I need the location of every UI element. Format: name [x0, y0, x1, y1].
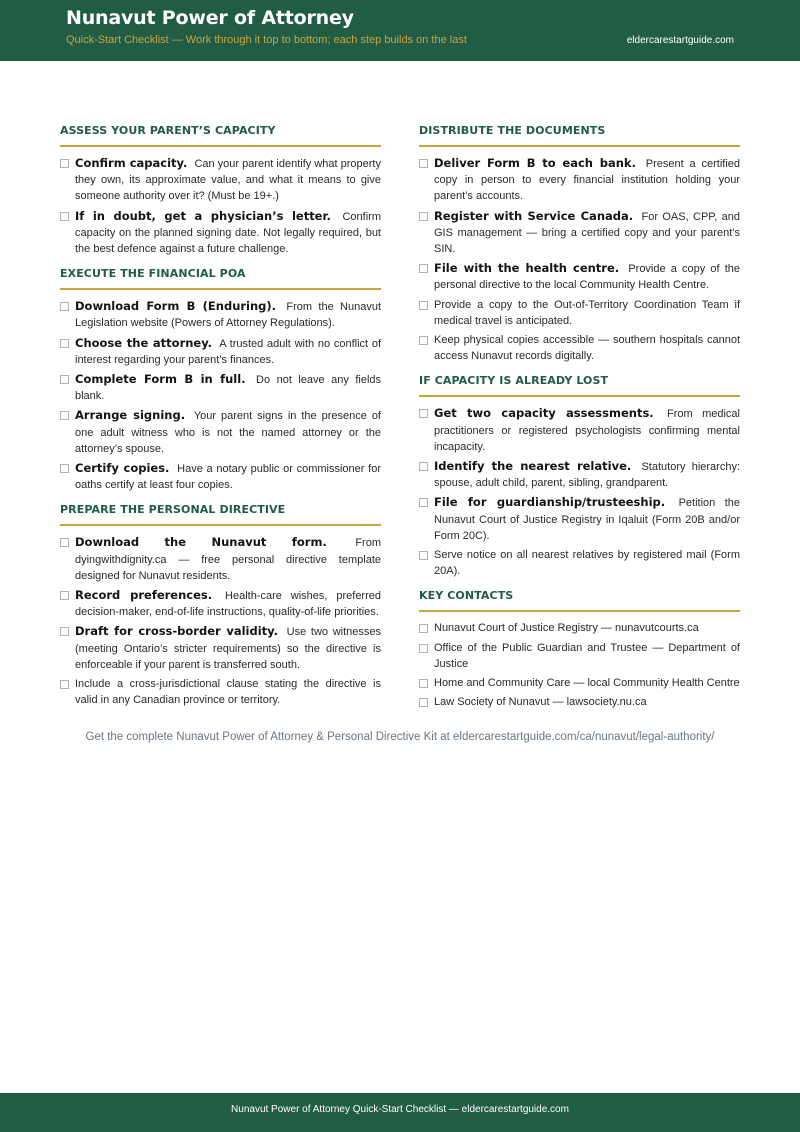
checklist-item-body: Your parent signs in the presence of one adult witness who is not the named attorney or the attorney’s spouse.: [75, 410, 381, 455]
checkbox[interactable]: [419, 498, 428, 507]
checklist-item: [60, 534, 381, 584]
checklist-section: [60, 267, 381, 493]
checklist-item-text: [75, 587, 381, 620]
checklist-item-body: A trusted adult with no conflict of interest regarding your parent’s finances.: [75, 337, 382, 366]
checklist-item-label: Draft for cross-border validity.: [75, 624, 278, 639]
checklist-item-text: [75, 407, 381, 457]
checklist-item-body: Statutory hierarchy: spouse, adult child, parent, sibling, grandparent.: [434, 461, 740, 490]
checklist-item: [60, 208, 381, 258]
checkbox[interactable]: [60, 375, 69, 384]
checklist-item: [60, 676, 381, 708]
checklist-item-body: Do not leave any fields blank.: [75, 374, 382, 403]
checkbox[interactable]: [419, 301, 428, 310]
checkbox[interactable]: [60, 411, 69, 420]
checklist-item-label: Record preferences.: [75, 588, 213, 603]
page-title: Nunavut Power of Attorney: [66, 7, 354, 29]
checklist-item-label: Complete Form B in full.: [75, 372, 246, 387]
checklist-item-text: [75, 335, 381, 368]
section-title: KEY CONTACTS: [419, 589, 740, 612]
checkbox[interactable]: [419, 212, 428, 221]
checkbox[interactable]: [419, 644, 428, 653]
checklist-item-body: Include a cross-jurisdictional clause stating the directive is valid in any Canadian province or territory.: [75, 678, 381, 707]
checklist-item: [60, 407, 381, 457]
checkbox[interactable]: [419, 679, 428, 688]
checklist-item: [60, 460, 381, 493]
checklist-item-text: [75, 534, 381, 584]
checklist-item: [419, 332, 740, 364]
footer-bar-text: Nunavut Power of Attorney Quick-Start Checklist — eldercarestartguide.com: [231, 1104, 569, 1115]
checklist-item: [419, 297, 740, 329]
checklist-item-body: Nunavut Court of Justice Registry — nunavutcourts.ca: [434, 622, 699, 635]
checklist-item-body: Home and Community Care — local Community Health Centre: [434, 677, 740, 690]
checkbox[interactable]: [60, 627, 69, 636]
checkbox[interactable]: [419, 462, 428, 471]
checklist-item-body: From dyingwithdignity.ca — free personal directive template designed for Nunavut residents.: [75, 537, 381, 582]
checklist-item-text: [434, 620, 740, 636]
checklist-item-body: Petition the Nunavut Court of Justice Registry in Iqaluit (Form 20B and/or Form 20C).: [434, 497, 740, 542]
checklist-item-label: Identify the nearest relative.: [434, 459, 632, 474]
checklist-item: [419, 494, 740, 544]
checklist-item-text: [434, 640, 740, 672]
checklist-item-text: [434, 208, 740, 258]
checklist-item: [419, 694, 740, 710]
checklist-item-label: Download Form B (Enduring).: [75, 299, 277, 314]
checklist-item: [60, 335, 381, 368]
left-column: [60, 124, 381, 711]
checkbox[interactable]: [419, 159, 428, 168]
checkbox[interactable]: [60, 339, 69, 348]
checklist-item-text: [75, 155, 381, 205]
page-subtitle: Quick-Start Checklist — Work through it top to bottom; each step builds on the last: [66, 34, 467, 46]
checkbox[interactable]: [60, 302, 69, 311]
checklist-item: [60, 371, 381, 404]
section-title: ASSESS YOUR PARENT’S CAPACITY: [60, 124, 381, 147]
checkbox[interactable]: [60, 680, 69, 689]
checklist-item-text: [434, 405, 740, 455]
checkbox[interactable]: [419, 264, 428, 273]
checklist-item-body: Office of the Public Guardian and Trustee — Department of Justice: [434, 641, 740, 670]
checklist-item-body: For OAS, CPP, and GIS management — bring a certified copy and your parent’s SIN.: [434, 210, 740, 256]
checklist-item-label: Certify copies.: [75, 461, 170, 476]
checkbox[interactable]: [419, 336, 428, 345]
kit-link-note[interactable]: Get the complete Nunavut Power of Attorney & Personal Directive Kit at eldercarestartguide.com/ca/nunavut/legal-authority/: [85, 731, 715, 743]
checklist-item: [60, 298, 381, 331]
checklist-item-body: Have a notary public or commissioner for oaths certify at least four copies.: [75, 463, 381, 492]
checklist-section: [60, 503, 381, 708]
checklist-item-body: Confirm capacity on the planned signing date. Not legally required, but the best defence against a future challenge.: [75, 210, 381, 256]
checklist-item-label: Deliver Form B to each bank.: [434, 156, 636, 170]
checklist-item: [419, 155, 740, 205]
header-site-link[interactable]: eldercarestartguide.com: [626, 35, 734, 46]
checkbox[interactable]: [60, 212, 69, 221]
checklist-item: [60, 623, 381, 673]
checklist-item-text: [434, 297, 740, 329]
checkbox[interactable]: [60, 464, 69, 473]
checklist-item-label: Confirm capacity.: [75, 156, 188, 170]
checklist-item-label: Choose the attorney.: [75, 335, 213, 350]
checklist-item-body: Use two witnesses (meeting Ontario’s stricter requirements) so the directive is enforceable if your parent is transferred south.: [75, 626, 382, 671]
checklist-item: [419, 405, 740, 455]
checklist-item-text: [75, 623, 381, 673]
checklist-item: [419, 208, 740, 258]
right-column: [419, 124, 740, 713]
section-title: PREPARE THE PERSONAL DIRECTIVE: [60, 503, 381, 526]
checklist-item-label: Arrange signing.: [75, 408, 186, 423]
checklist-item: [419, 640, 740, 672]
checklist-item-text: [434, 260, 740, 293]
checklist-item: [419, 675, 740, 691]
checklist-item-label: Get two capacity assessments.: [434, 406, 654, 421]
checklist-item-text: [434, 155, 740, 205]
checkbox[interactable]: [60, 159, 69, 168]
checkbox[interactable]: [60, 591, 69, 600]
checklist-item-text: [75, 371, 381, 404]
checklist-item: [419, 458, 740, 491]
checklist-item: [419, 620, 740, 636]
checklist-item: [419, 260, 740, 293]
page-header: [0, 0, 800, 61]
checklist-item-label: Register with Service Canada.: [434, 208, 634, 223]
checklist-item-body: Provide a copy of the personal directive to the local Community Health Centre.: [434, 263, 740, 292]
checklist-item-label: If in doubt, get a physician’s letter.: [75, 208, 331, 223]
checklist-section: [419, 124, 740, 364]
checklist-section: [419, 589, 740, 710]
checklist-item-body: Health-care wishes, preferred decision-maker, end-of-life instructions, quality-of-life priorities.: [75, 590, 381, 619]
checklist-item-body: Keep physical copies accessible — southern hospitals cannot access Nunavut records digitally.: [434, 334, 740, 363]
checklist-item: [60, 587, 381, 620]
checkbox[interactable]: [419, 551, 428, 560]
checklist-item-body: Law Society of Nunavut — lawsociety.nu.ca: [434, 696, 647, 709]
checklist-item: [60, 155, 381, 205]
checklist-item-text: [75, 208, 381, 258]
checklist-item-body: From medical practitioners or registered psychologists confirming mental incapacity.: [434, 408, 740, 453]
checklist-item-text: [75, 298, 381, 331]
section-title: IF CAPACITY IS ALREADY LOST: [419, 374, 740, 397]
checklist-item-text: [434, 332, 740, 364]
checklist-item-label: File for guardianship/trusteeship.: [434, 495, 666, 510]
checklist-item-body: Present a certified copy in person to every financial institution holding your parent’s accounts.: [434, 158, 740, 203]
checklist-item-label: File with the health centre.: [434, 261, 620, 276]
checklist-item-text: [434, 547, 740, 579]
checklist-item-body: Provide a copy to the Out-of-Territory Coordination Team if medical travel is anticipated.: [434, 298, 740, 327]
checklist-item-body: Can your parent identify what property they own, its approximate value, and what it means to give someone authority over it? (Must be 19+.): [75, 158, 381, 203]
checklist-item-text: [434, 675, 740, 691]
checklist-item-body: From the Nunavut Legislation website (Powers of Attorney Regulations).: [75, 301, 381, 330]
checklist-item-text: [434, 458, 740, 491]
checkbox[interactable]: [419, 698, 428, 707]
checklist-item-text: [75, 676, 381, 708]
section-title: EXECUTE THE FINANCIAL POA: [60, 267, 381, 290]
checklist-item-text: [434, 494, 740, 544]
checklist-item: [419, 547, 740, 579]
footer-bar: [0, 1093, 800, 1132]
checklist-item-text: [75, 460, 381, 493]
checkbox[interactable]: [60, 538, 69, 547]
checkbox[interactable]: [419, 624, 428, 633]
checklist-item-label: Download the Nunavut form.: [75, 535, 327, 550]
checkbox[interactable]: [419, 409, 428, 418]
checklist-item-text: [434, 694, 740, 710]
checklist-section: [60, 124, 381, 257]
section-title: DISTRIBUTE THE DOCUMENTS: [419, 124, 740, 147]
checklist-item-body: Serve notice on all nearest relatives by registered mail (Form 20A).: [434, 549, 740, 578]
checklist-section: [419, 374, 740, 579]
